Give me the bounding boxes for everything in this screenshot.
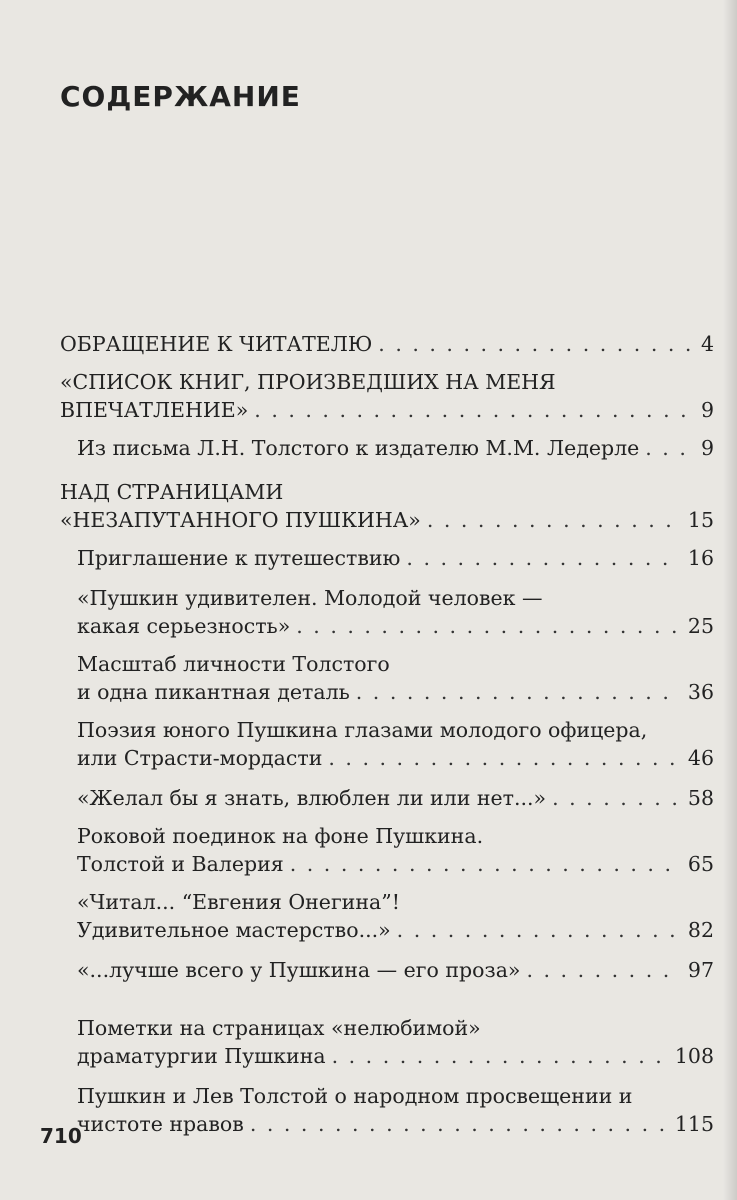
toc-entry-title-line: «Читал... “Евгения Онегина”! — [77, 890, 400, 914]
toc-entry-title-line: Толстой и Валерия — [77, 852, 284, 876]
toc-entry-title-line: Пометки на страницах «нелюбимой» — [77, 1016, 481, 1040]
toc-entry-last-line — [60, 330, 714, 358]
toc-entry-page: 115 — [674, 1112, 714, 1136]
dot-leader — [552, 784, 680, 812]
toc-entry-page: 9 — [700, 398, 714, 422]
dot-leader — [406, 544, 680, 572]
toc-entry-last-line — [77, 916, 714, 944]
toc-entry-title-line: и одна пикантная деталь — [77, 680, 350, 704]
toc-entry-title-line: НАД СТРАНИЦАМИ — [60, 480, 284, 504]
toc-entry-title-line: чистоте нравов — [77, 1112, 244, 1136]
dot-leader — [427, 506, 680, 534]
toc-entry — [0, 584, 737, 640]
toc-entry-page: 9 — [700, 436, 714, 460]
toc-entry-title-line: «...лучше всего у Пушкина — его проза» — [77, 958, 521, 982]
dot-leader — [356, 678, 680, 706]
toc-entry-page: 65 — [687, 852, 714, 876]
toc-entry-title-line: драматургии Пушкина — [77, 1044, 326, 1068]
toc-entry-page: 46 — [687, 746, 714, 770]
toc-entry — [0, 650, 737, 706]
dot-leader — [290, 850, 680, 878]
toc-entry — [0, 1014, 737, 1070]
toc-entry-title-line: Масштаб личности Толстого — [77, 652, 390, 676]
toc-entry — [0, 478, 737, 534]
toc-entry-page: 82 — [687, 918, 714, 942]
toc-entry — [0, 1082, 737, 1138]
toc-entry-page: 108 — [674, 1044, 714, 1068]
page-number: 710 — [40, 1124, 82, 1148]
toc-entry-title-line: ОБРАЩЕНИЕ К ЧИТАТЕЛЮ — [60, 332, 373, 356]
toc-entry — [0, 544, 737, 572]
toc-entry — [0, 434, 737, 462]
toc-entry — [0, 330, 737, 358]
toc-entry-last-line — [77, 744, 714, 772]
dot-leader — [645, 434, 693, 462]
contents-heading: СОДЕРЖАНИЕ — [60, 80, 301, 113]
dot-leader — [332, 1042, 667, 1070]
toc-entry-title-line: «Пушкин удивителен. Молодой человек — — [77, 586, 543, 610]
dot-leader — [254, 396, 693, 424]
toc-entry-title-line: Роковой поединок на фоне Пушкина. — [77, 824, 484, 848]
toc-entry-last-line — [77, 956, 714, 984]
dot-leader — [296, 612, 680, 640]
dot-leader — [378, 330, 693, 358]
toc-entry-title-line: «Желал бы я знать, влюблен ли или нет...» — [77, 786, 547, 810]
toc-entry-title-line: Пушкин и Лев Толстой о народном просвещении и — [77, 1084, 633, 1108]
toc-entry-last-line — [77, 1110, 714, 1138]
toc-entry-page: 58 — [687, 786, 714, 810]
toc-entry — [0, 888, 737, 944]
toc-entry-last-line — [77, 784, 714, 812]
toc-entry-page: 15 — [687, 508, 714, 532]
toc-entry-page: 25 — [687, 614, 714, 638]
toc-entry — [0, 368, 737, 424]
toc-entry-page: 4 — [700, 332, 714, 356]
toc-entry-title-line: или Страсти-мордасти — [77, 746, 323, 770]
page-edge-shadow — [723, 0, 737, 1200]
dot-leader — [526, 956, 679, 984]
toc-entry — [0, 822, 737, 878]
toc-entry-last-line — [60, 506, 714, 534]
toc-entry-title-line: Поэзия юного Пушкина глазами молодого офицера, — [77, 718, 648, 742]
toc-entry-title-line: «НЕЗАПУТАННОГО ПУШКИНА» — [60, 508, 421, 532]
toc-entry — [0, 956, 737, 984]
dot-leader — [250, 1110, 667, 1138]
toc-entry-last-line — [77, 678, 714, 706]
toc-entry-last-line — [77, 1042, 714, 1070]
toc-entry-last-line — [77, 612, 714, 640]
toc-entry-page: 97 — [687, 958, 714, 982]
toc-entry-last-line — [60, 396, 714, 424]
dot-leader — [397, 916, 680, 944]
toc-entry — [0, 784, 737, 812]
toc-entry-title-line: Удивительное мастерство...» — [77, 918, 391, 942]
toc-entry-title-line: ВПЕЧАТЛЕНИЕ» — [60, 398, 249, 422]
toc-entry-last-line — [77, 434, 714, 462]
toc-entry-last-line — [77, 544, 714, 572]
toc-entry — [0, 716, 737, 772]
toc-entry-last-line — [77, 850, 714, 878]
toc-entry-title-line: Приглашение к путешествию — [77, 546, 401, 570]
toc-entry-page: 36 — [687, 680, 714, 704]
toc-entry-title-line: какая серьезность» — [77, 614, 291, 638]
toc-entry-title-line: Из письма Л.Н. Толстого к издателю М.М. Ледерле — [77, 436, 640, 460]
toc-entry-page: 16 — [687, 546, 714, 570]
toc-entry-title-line: «СПИСОК КНИГ, ПРОИЗВЕДШИХ НА МЕНЯ — [60, 370, 556, 394]
dot-leader — [328, 744, 680, 772]
